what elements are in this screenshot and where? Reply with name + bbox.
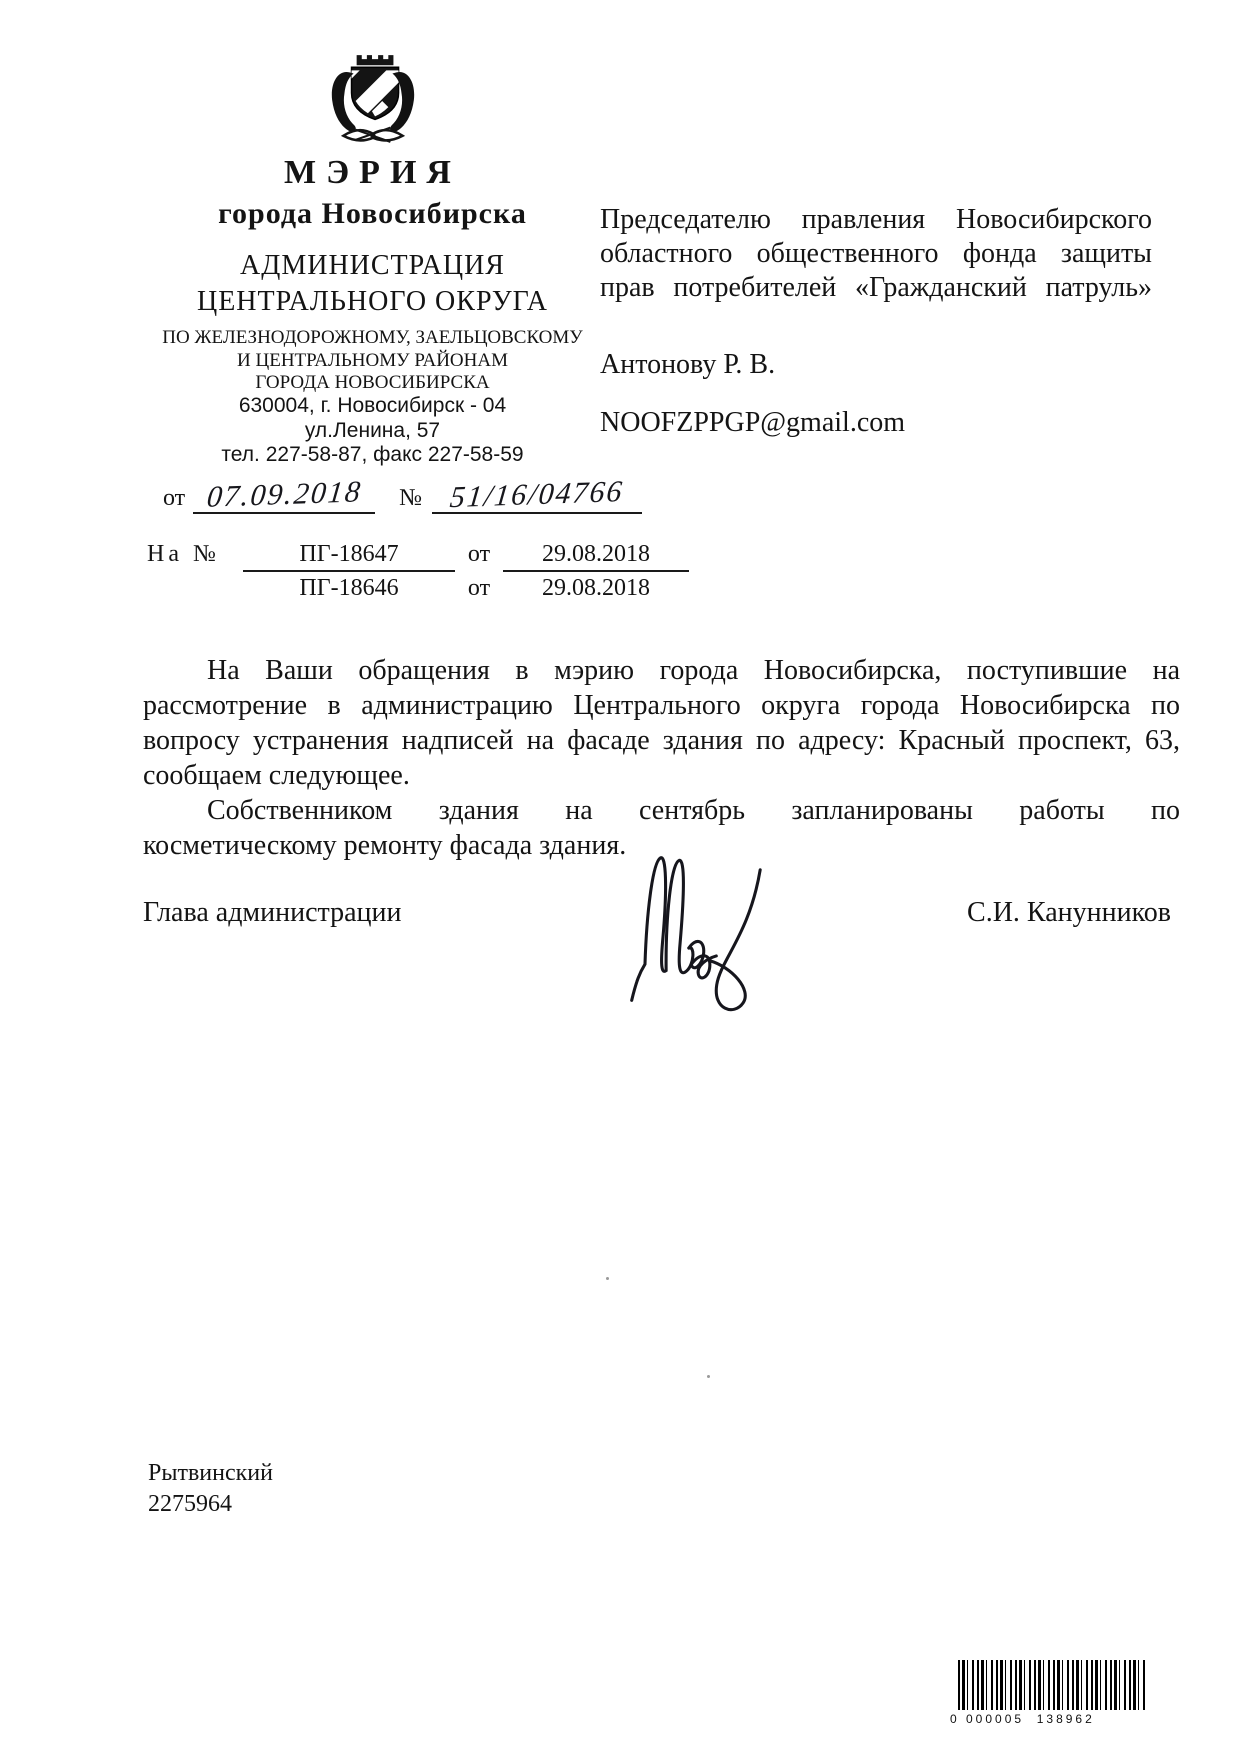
- incoming-reference-row-1: [147, 541, 689, 572]
- body-line: вопросу устранения надписей на фасаде здания по адресу: Красный проспект, 63,: [143, 725, 1180, 756]
- body-line: рассмотрение в администрацию Центрального округа города Новосибирска по: [143, 690, 1180, 721]
- outgoing-date-label: от: [163, 485, 186, 511]
- executor-phone: 2275964: [148, 1491, 232, 1517]
- recipient-line: прав потребителей «Гражданский патруль»: [600, 272, 1152, 303]
- department-line2: ЦЕНТРАЛЬНОГО ОКРУГА: [196, 286, 549, 317]
- barcode-bars-icon: [958, 1660, 1146, 1710]
- coverage-line1: ПО ЖЕЛЕЗНОДОРОЖНОМУ, ЗАЕЛЬЦОВСКОМУ: [162, 327, 583, 348]
- recipient-address-block: [600, 203, 1152, 305]
- handwritten-signature-icon: [604, 834, 824, 1036]
- outgoing-number-label: №: [399, 485, 423, 511]
- signer-name: С.И. Канунников: [967, 897, 1171, 928]
- incoming-number-2: ПГ-18646: [299, 575, 399, 601]
- scan-speck: [707, 1375, 710, 1378]
- street-address: ул.Ленина, 57: [304, 419, 441, 442]
- letter-body: [143, 653, 1180, 863]
- recipient-email: NOOFZPPGP@gmail.com: [600, 407, 906, 438]
- incoming-ref-label: На №: [147, 541, 220, 567]
- outgoing-reference-row: [163, 474, 663, 524]
- body-line: На Ваши обращения в мэрию города Новосибирска, поступившие на: [207, 655, 1180, 686]
- incoming-date-2: 29.08.2018: [542, 575, 650, 601]
- novosibirsk-coat-of-arms-icon: [327, 52, 419, 146]
- phone-fax: тел. 227-58-87, факс 227-58-59: [221, 443, 524, 466]
- incoming-number-1: ПГ-18647: [243, 541, 455, 572]
- incoming-date-1: 29.08.2018: [503, 541, 689, 572]
- scan-speck: [606, 1277, 609, 1280]
- incoming-date-label-2: от: [467, 575, 491, 601]
- recipient-line: областного общественного фонда защиты: [600, 238, 1152, 269]
- body-line: сообщаем следующее.: [143, 760, 410, 791]
- incoming-date-label-1: от: [467, 541, 491, 567]
- department-line1: АДМИНИСТРАЦИЯ: [240, 250, 505, 281]
- outgoing-number-handwritten: 51/16/04766: [448, 474, 626, 515]
- coverage-line3: ГОРОДА НОВОСИБИРСКА: [255, 372, 490, 393]
- barcode-digits: 0 000005 138962: [950, 1712, 1095, 1726]
- recipient-line: Председателю правления Новосибирского: [600, 204, 1152, 235]
- org-name-line2: города Новосибирска: [218, 197, 527, 230]
- body-line: Собственником здания на сентябрь запланированы работы по: [207, 795, 1180, 826]
- org-name-line1: МЭРИЯ: [284, 154, 461, 191]
- recipient-name: Антонову Р. В.: [600, 349, 776, 380]
- executor-block: [148, 1458, 273, 1520]
- postal-address: 630004, г. Новосибирск - 04: [238, 394, 507, 417]
- body-line: косметическому ремонту фасада здания.: [143, 830, 627, 861]
- signer-position: Глава администрации: [143, 897, 402, 928]
- executor-name: Рытвинский: [148, 1460, 273, 1486]
- incoming-reference-row-2: [147, 575, 689, 602]
- registration-barcode: [950, 1660, 1146, 1734]
- outgoing-date-handwritten: 07.09.2018: [205, 475, 364, 514]
- coverage-line2: И ЦЕНТРАЛЬНОМУ РАЙОНАМ: [237, 350, 508, 371]
